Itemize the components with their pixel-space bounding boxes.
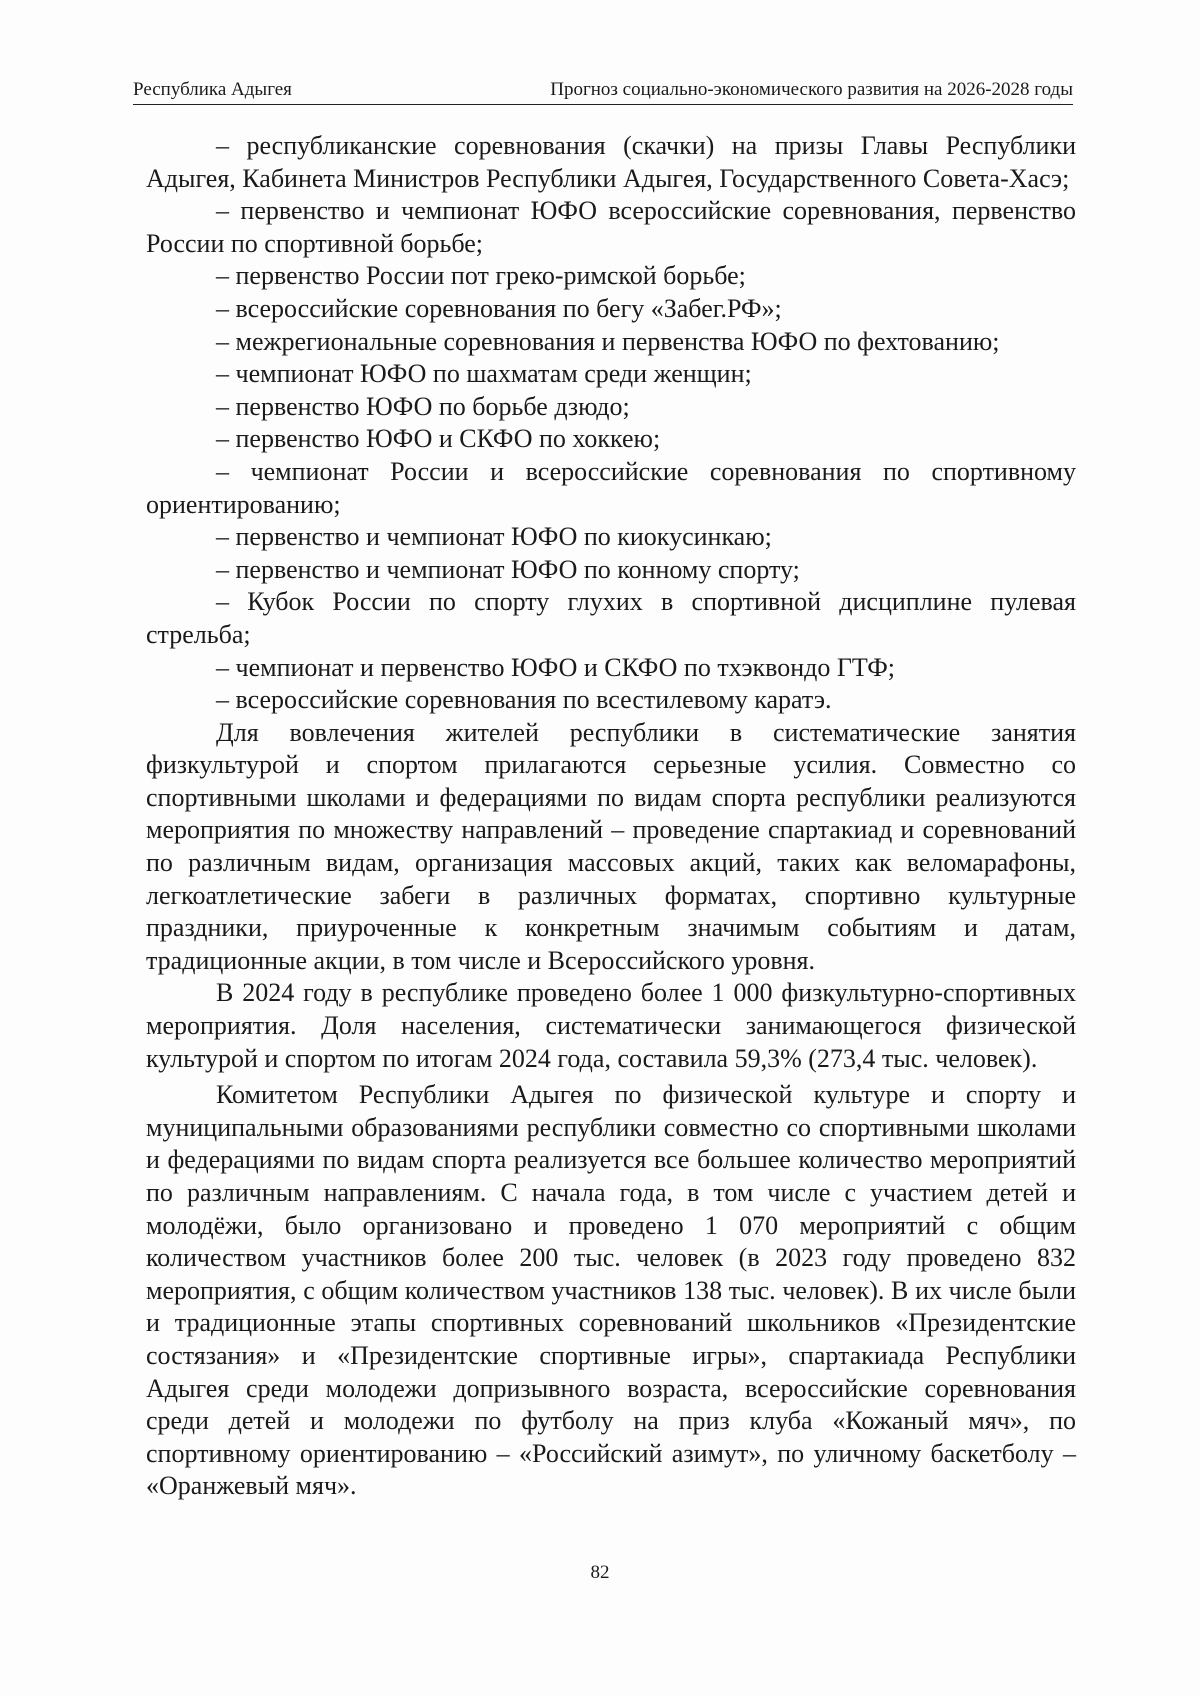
list-item: – первенство и чемпионат ЮФО всероссийские соревнования, первенство России по спортивной борьбе; <box>146 196 1076 258</box>
list-item: – первенство и чемпионат ЮФО по киокусинкаю; <box>216 522 772 552</box>
paragraph-sports-engagement: Для вовлечения жителей республики в систематические занятия физкультурой и спортом прилагаются серьезные усилия. Совместно со спортивными школами и федерациями по видам спорта республики реализуются мероприятия по множеству направлений – проведение спартакиад и соревнований по различным видам, организация массовых акций, таких как веломарафоны, легкоатлетические забеги в различных форматах, спортивно культурные праздники, приуроченные к конкретным значимым событиям и датам, традиционные акции, в том числе и Всероссийского уровня. <box>146 717 1076 975</box>
header-region-title: Республика Адыгея <box>133 79 292 100</box>
list-item: – первенство ЮФО и СКФО по хоккею; <box>216 424 661 454</box>
paragraph-committee-events: Комитетом Республики Адыгея по физической культуре и спорту и муниципальными образованиями республики совместно со спортивными школами и федерациями по видам спорта реализуется все большее количество мероприятий по различным направлениям. С начала года, в том числе с участием детей и молодёжи, было организовано и проведено 1 070 мероприятий с общим количеством участников более 200 тыс. человек (в 2023 году проведено 832 мероприятия, с общим количеством участников 138 тыс. человек). В их числе были и традиционные этапы спортивных соревнований школьников «Президентские состязания» и «Президентские спортивные игры», спартакиада Республики Адыгея среди молодежи допризывного возраста, всероссийские соревнования среди детей и молодежи по футболу на приз клуба «Кожаный мяч», по спортивному ориентированию – «Российский азимут», по уличному баскетболу – «Оранжевый мяч». <box>146 1080 1076 1501</box>
paragraph-2024-statistics: В 2024 году в республике проведено более 1 000 физкультурно-спортивных мероприятия. Доля населения, систематически занимающегося физической культурой и спортом по итогам 2024 года, составила 59,3% (273,4 тыс. человек). <box>146 978 1076 1073</box>
list-item: – Кубок России по спорту глухих в спортивной дисциплине пулевая стрельба; <box>146 587 1076 649</box>
list-item: – первенство и чемпионат ЮФО по конному спорту; <box>216 554 800 584</box>
list-item: – всероссийские соревнования по всестилевому каратэ. <box>216 685 832 715</box>
running-header <box>133 76 1073 105</box>
page-number: 82 <box>590 1562 610 1583</box>
list-item: – чемпионат и первенство ЮФО и СКФО по тхэквондо ГТФ; <box>216 652 896 682</box>
list-item: – межрегиональные соревнования и первенства ЮФО по фехтованию; <box>216 326 1000 356</box>
list-item: – первенство России пот греко-римской борьбе; <box>216 261 746 291</box>
document-body <box>146 130 1076 1503</box>
list-item: – первенство ЮФО по борьбе дзюдо; <box>216 391 630 421</box>
list-item: – всероссийские соревнования по бегу «Забег.РФ»; <box>216 293 782 323</box>
list-item: – чемпионат России и всероссийские соревнования по спортивному ориентированию; <box>146 456 1076 519</box>
list-item: – республиканские соревнования (скачки) на призы Главы Республики Адыгея, Кабинета Министров Республики Адыгея, Государственного Совета-Хасэ; <box>146 131 1076 193</box>
list-item: – чемпионат ЮФО по шахматам среди женщин; <box>216 359 752 389</box>
header-document-title: Прогноз социально-экономического развития на 2026-2028 годы <box>550 79 1073 100</box>
